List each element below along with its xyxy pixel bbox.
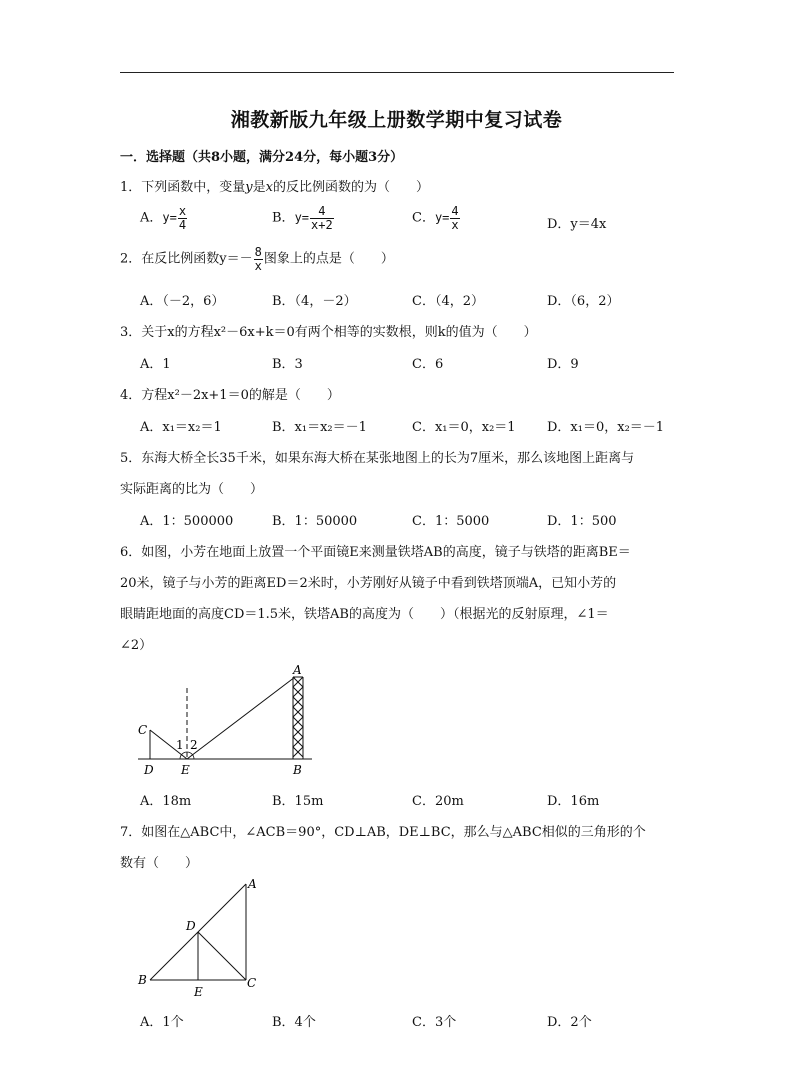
question-6-option-c[interactable]: C．20m (412, 794, 464, 809)
fig7-label-d: D (186, 919, 196, 933)
question-3-option-b[interactable]: B．3 (272, 357, 303, 372)
fig7-label-b: B (138, 973, 147, 987)
question-3-option-d[interactable]: D．9 (547, 357, 579, 372)
fig6-label-a: A (293, 663, 302, 677)
question-1-stem: 1．下列函数中，变量y是x的反比例函数的为（ ） (120, 180, 430, 195)
question-2-stem: 2．在反比例函数y＝－ $\frac{8}{x}$ 图象上的点是（ ） (120, 245, 394, 273)
question-3-option-c[interactable]: C．6 (412, 357, 444, 372)
question-7-option-b[interactable]: B．4个 (272, 1015, 316, 1030)
question-6-stem-line2: 20米，镜子与小芳的距离ED＝2米时，小芳刚好从镜子中看到铁塔顶端A，已知小芳的 (120, 576, 617, 591)
question-2-option-a[interactable]: A．（－2，6） (140, 294, 225, 309)
question-7-figure (130, 874, 270, 1004)
page-title: 湘教新版九年级上册数学期中复习试卷 (230, 109, 563, 131)
question-7-option-a[interactable]: A．1个 (140, 1015, 184, 1030)
question-2-option-c[interactable]: C．（4，2） (412, 294, 484, 309)
question-1-option-c[interactable]: C．y= $\frac{4}{x}$ (412, 204, 459, 232)
fig7-label-c: C (247, 976, 257, 990)
question-5-option-d[interactable]: D．1：500 (547, 514, 617, 529)
question-1-option-d[interactable]: D．y＝4x (547, 217, 607, 232)
question-6-stem-line4: ∠2） (120, 638, 153, 653)
question-5-stem-line1: 5．东海大桥全长35千米，如果东海大桥在某张地图上的长为7厘米，那么该地图上距离与 (120, 451, 635, 466)
question-3-stem: 3．关于x的方程x²－6x+k＝0有两个相等的实数根，则k的值为（ ） (120, 325, 537, 340)
question-1-option-a[interactable]: A．y= $\frac{x}{4}$ (140, 204, 187, 232)
question-7-stem-line2: 数有（ ） (120, 856, 199, 871)
question-5-option-c[interactable]: C．1：5000 (412, 514, 490, 529)
fig7-label-a: A (248, 877, 257, 891)
question-7-option-c[interactable]: C．3个 (412, 1015, 457, 1030)
question-1-option-b[interactable]: B．y= $\frac{4}{x+2}$ (272, 204, 333, 232)
question-6-option-b[interactable]: B．15m (272, 794, 324, 809)
question-6-stem-line1: 6．如图，小芳在地面上放置一个平面镜E来测量铁塔AB的高度，镜子与铁塔的距离BE＝ (120, 545, 631, 560)
question-6-stem-line3: 眼睛距地面的高度CD＝1.5米，铁塔AB的高度为（ ）（根据光的反射原理，∠1＝ (120, 607, 609, 622)
question-7-stem-line1: 7．如图在△ABC中，∠ACB＝90°，CD⊥AB，DE⊥BC，那么与△ABC相似的三角形的个 (120, 825, 646, 840)
question-5-option-a[interactable]: A．1：500000 (140, 514, 234, 529)
question-4-stem: 4．方程x²－2x+1＝0的解是（ ） (120, 388, 340, 403)
question-4-option-b[interactable]: B．x₁＝x₂＝－1 (272, 420, 367, 435)
question-6-option-a[interactable]: A．18m (140, 794, 192, 809)
question-6-option-d[interactable]: D．16m (547, 794, 600, 809)
fig6-angle-1: 1 (176, 738, 184, 752)
question-2-option-d[interactable]: D．（6，2） (547, 294, 620, 309)
question-6-figure (130, 660, 330, 780)
fig6-angle-2: 2 (190, 738, 198, 752)
question-7-option-d[interactable]: D．2个 (547, 1015, 592, 1030)
fig6-label-d: D (144, 763, 154, 777)
question-4-option-c[interactable]: C．x₁＝0，x₂＝1 (412, 420, 516, 435)
section-heading: 一．选择题（共8小题，满分24分，每小题3分） (120, 150, 404, 165)
question-4-option-d[interactable]: D．x₁＝0，x₂＝－1 (547, 420, 665, 435)
question-3-option-a[interactable]: A．1 (140, 357, 171, 372)
question-4-option-a[interactable]: A．x₁＝x₂＝1 (140, 420, 222, 435)
fig6-label-e: E (181, 763, 190, 777)
header-rule (120, 72, 674, 73)
question-5-option-b[interactable]: B．1：50000 (272, 514, 358, 529)
fig6-label-c: C (138, 723, 148, 737)
question-5-stem-line2: 实际距离的比为（ ） (120, 482, 264, 497)
fig6-label-b: B (293, 763, 302, 777)
question-2-option-b[interactable]: B．（4，－2） (272, 294, 357, 309)
fig7-label-e: E (194, 985, 203, 999)
